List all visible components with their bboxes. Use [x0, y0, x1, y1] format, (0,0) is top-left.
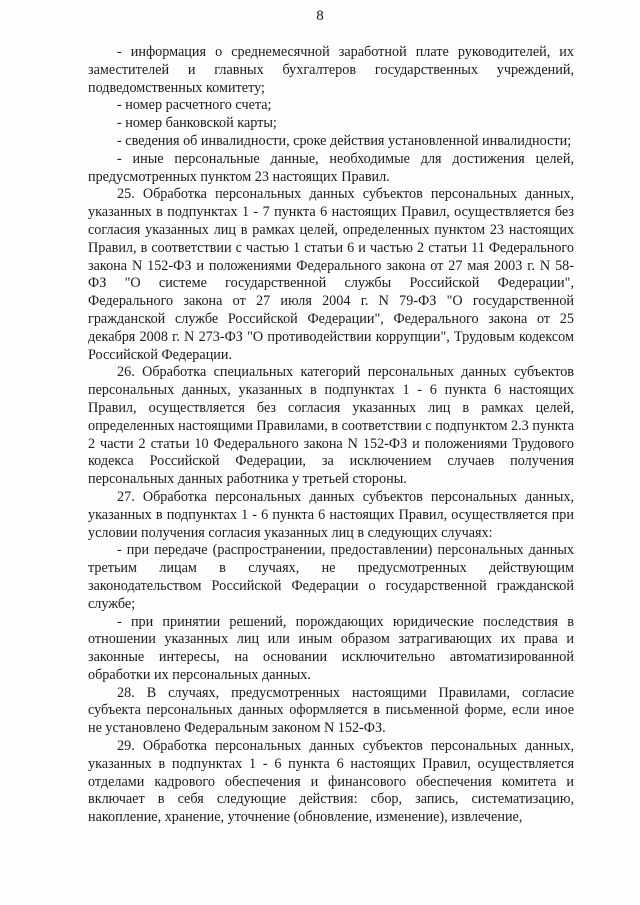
- paragraph-clause-27: 27. Обработка персональных данных субъектов персональных данных, указанных в подпунктах 1 - 6 пункта 6 настоящих Правил, осуществляется при условии получения согласия указанных лиц в следующих случаях:: [88, 488, 574, 541]
- paragraph-clause-28: 28. В случаях, предусмотренных настоящими Правилами, согласие субъекта персональных данных оформляется в письменной форме, если иное не установлено Федеральным законом N 152-ФЗ.: [88, 684, 574, 737]
- paragraph-clause-26: 26. Обработка специальных категорий персональных данных субъектов персональных данных, указанных в подпунктах 1 - 6 пункта 6 настоящих Правил, осуществляется без согласия указанных лиц в рамках целей, определенных настоящими Правилами, в соответствии с подпунктом 2.3 пункта 2 части 2 статьи 10 Федерального закона N 152-ФЗ и положениями Трудового кодекса Российской Федерации, за исключением случаев получения персональных данных работника у третьей стороны.: [88, 364, 574, 488]
- paragraph-card-number: - номер банковской карты;: [117, 115, 277, 132]
- paragraph-other-data: - иные персональные данные, необходимые для достижения целей, предусмотренных пунктом 23 настоящих Правил.: [88, 150, 574, 185]
- document-body: [88, 44, 574, 827]
- page-number: 8: [316, 8, 324, 24]
- paragraph-disability-info: - сведения об инвалидности, сроке действия установленной инвалидности;: [117, 132, 572, 149]
- paragraph-clause-29: 29. Обработка персональных данных субъектов персональных данных, указанных в подпунктах 1 - 6 пункта 6 настоящих Правил, осуществляется отделами кадрового обеспечения и финансового обеспечения комитета и включает в себя следующие действия: сбор, запись, систематизацию, накопление, хранение, уточнение (обновление, изменение), извлечение,: [88, 738, 574, 826]
- paragraph-salary-info: - информация о среднемесячной заработной плате руководителей, их заместителей и главных бухгалтеров государственных учреждений, подведомственных комитету;: [88, 44, 574, 96]
- paragraph-clause-27-transfer: - при передаче (распространении, предоставлении) персональных данных третьим лицам в случаях, не предусмотренных действующим законодательством Российской Федерации о государственной гражданской службе;: [88, 542, 574, 612]
- paragraph-account-number: - номер расчетного счета;: [117, 97, 272, 114]
- paragraph-clause-27-decisions: - при принятии решений, порождающих юридические последствия в отношении указанных лиц или иным образом затрагивающих их права и законные интересы, на основании исключительно автоматизированной обработки их персональных данных.: [88, 613, 574, 683]
- paragraph-clause-25: 25. Обработка персональных данных субъектов персональных данных, указанных в подпунктах 1 - 7 пункта 6 настоящих Правил, осуществляется без согласия указанных лиц в рамках целей, определенных пунктом 23 настоящих Правил, в соответствии с частью 1 статьи 6 и частью 2 статьи 11 Федерального закона N 152-ФЗ и положениями Федерального закона от 27 мая 2003 г. N 58-ФЗ "О системе государственной службы Российской Федерации", Федерального закона от 27 июля 2004 г. N 79-ФЗ "О государственной гражданской службе Российской Федерации", Федерального закона от 25 декабря 2008 г. N 273-ФЗ "О противодействии коррупции", Трудовым кодексом Российской Федерации.: [88, 186, 574, 363]
